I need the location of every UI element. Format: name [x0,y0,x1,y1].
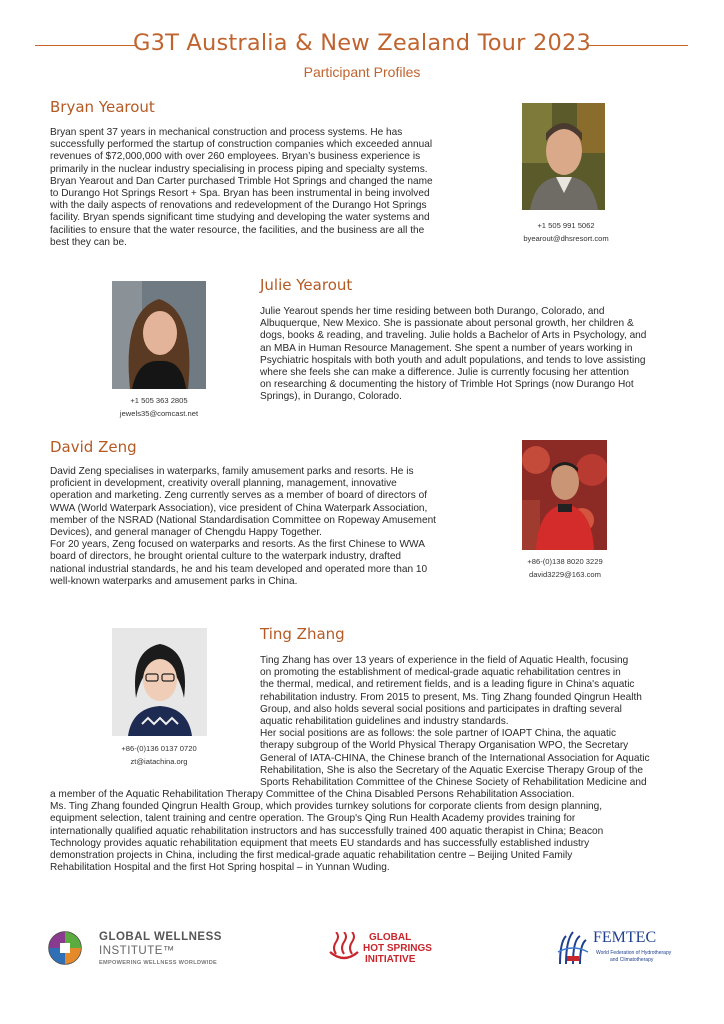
profile-bio: David Zeng specialises in waterparks, family amusement parks and resorts. He is proficient in development, creativity overall planning, management, innovative operation and marketing. Zeng currently serves as a member of board of directors of WWA (World Waterpark Association), vice president of China Waterpark Association, member of the NSRAD (National Standardisation Committee on Ropeway Amusement Devices), and general manager of Chengdu Happy Together. For 20 years, Zeng focused on waterparks and resorts. As the first Chinese to WWA board of directors, he brought oriental culture to the waterpark industry, drafted national industrial standards, he and his team developed and operated more than 10 well-known waterparks and amusement parks in China. [50,466,436,587]
profile-photo [522,103,605,210]
profile-contact [99,394,219,420]
profile-email: jewels35@comcast.net [119,409,199,418]
profile-bio: Bryan spent 37 years in mechanical construction and process systems. He has successfully performed the startup of construction companies which exceeded annual revenues of $72,000,000 with over 260 employees. Bryan’s business experience is primarily in the nuclear industry specialising in process piping and specialty systems. Bryan Yearout and Dan Carter purchased Trimble Hot Springs and changed the name to Durango Hot Springs Resort + Spa. Bryan has been instrumental in being involved with the daily aspects of renovations and redevelopment of the Durango Hot Springs facility. Bryan spends significant time studying and developing the water systems and facilities to ensure that the water resource, the facilities, and the business are all the best they can be. [50,127,433,248]
profile-phone: +86-(0)136 0137 0720 [121,744,197,753]
profile-email: david3229@163.com [529,570,601,579]
profile-contact [505,555,625,581]
profile-email: zt@iatachina.org [130,757,188,766]
femtec-line2: and Climatotherapy [610,957,654,963]
ghsi-line1: GLOBAL [369,932,412,943]
profile-name: Julie Yearout [260,276,353,294]
ghsi-line2: HOT SPRINGS [363,943,432,954]
ghsi-logo [325,926,435,970]
profile-photo [112,628,207,736]
profile-phone: +86-(0)138 8020 3229 [527,557,603,566]
page-subtitle: Participant Profiles [303,64,421,80]
femtec-logo [556,928,686,972]
gwi-logo [48,930,238,970]
profile-name: Bryan Yearout [50,98,155,116]
page-title: G3T Australia & New Zealand Tour 2023 [132,30,592,56]
ghsi-line3: INITIATIVE [365,954,416,965]
profile-bio: Ting Zhang has over 13 years of experience in the field of Aquatic Health, focusing on promoting the establishment of medical-grade aquatic rehabilitation centres in the thermal, medical, and retirement fields, and is a leading figure in China's aquatic rehabilitation industry. From 2015 to present, Ms. Ting Zhang founded Qingrun Health Group, and also holds several social positions and participates in drafting several aquatic rehabilitation guidelines and industry standards. Her social positions are as follows: the sole partner of IOAPT China, the aquatic therapy subgroup of the World Physical Therapy Organisation WPO, the Secretary General of IATA-CHINA, the Chinese branch of the International Association for Aquatic Rehabilitation, She is also the Secretary of the Aquatic Exercise Therapy Group of the Sports Rehabilitation Committee of the Chinese Society of Rehabilitation Medicine and [260,655,650,789]
profile-contact [506,219,626,245]
gwi-line2: INSTITUTE™ [99,945,175,957]
profile-phone: +1 505 363 2805 [130,396,188,405]
profile-email: byearout@dhsresort.com [523,234,609,243]
profile-bio: Julie Yearout spends her time residing between both Durango, Colorado, and Albuquerque, New Mexico. She is passionate about personal growth, her children & dogs, books & reading, and traveling. Julie holds a Bachelor of Arts in Psychology, and an MBA in Human Resource Management. She spent a number of years working in Psychiatric hospitals with both youth and adult populations, and tends to love assisting where she feels she can make a difference. Julie is currently focusing her attention on researching & documenting the history of Trimble Hot Springs (now Durango Hot Springs), in Durango, Colorado. [260,306,647,403]
gwi-logo-icon [48,931,82,965]
profile-phone: +1 505 991 5062 [537,221,595,230]
profile-name: David Zeng [50,438,137,456]
ghsi-logo-icon [329,932,359,962]
profile-name: Ting Zhang [260,625,345,643]
femtec-name: FEMTEC [593,929,657,946]
profile-photo [112,281,206,389]
gwi-tagline: EMPOWERING WELLNESS WORLDWIDE [99,960,218,966]
femtec-line1: World Federation of Hydrotherapy [596,950,672,956]
gwi-line1: GLOBAL WELLNESS [99,931,222,943]
profile-bio-continued: a member of the Aquatic Rehabilitation Therapy Committee of the China Disabled Persons Rehabilitation Association. Ms. Ting Zhang founded Qingrun Health Group, which provides turnkey solutions for corporate clients from design planning, equipment selection, talent training and centre operation. The Group's Qing Run Health Academy provides training for internationally qualified aquatic rehabilitation instructors and has successfully trained 400 aquatic therapist in China; Beacon Technology provides aquatic rehabilitation equipment that meets EU standards and has successfully established industry demonstration projects in China, including the first medical-grade aquatic rehabilitation centre – Beijing United Family Rehabilitation Hospital and the first Hot Spring hospital – in Yunnan Wuding. [50,789,604,874]
profile-contact [99,742,219,768]
femtec-logo-icon [556,930,590,966]
profile-photo [522,440,607,550]
